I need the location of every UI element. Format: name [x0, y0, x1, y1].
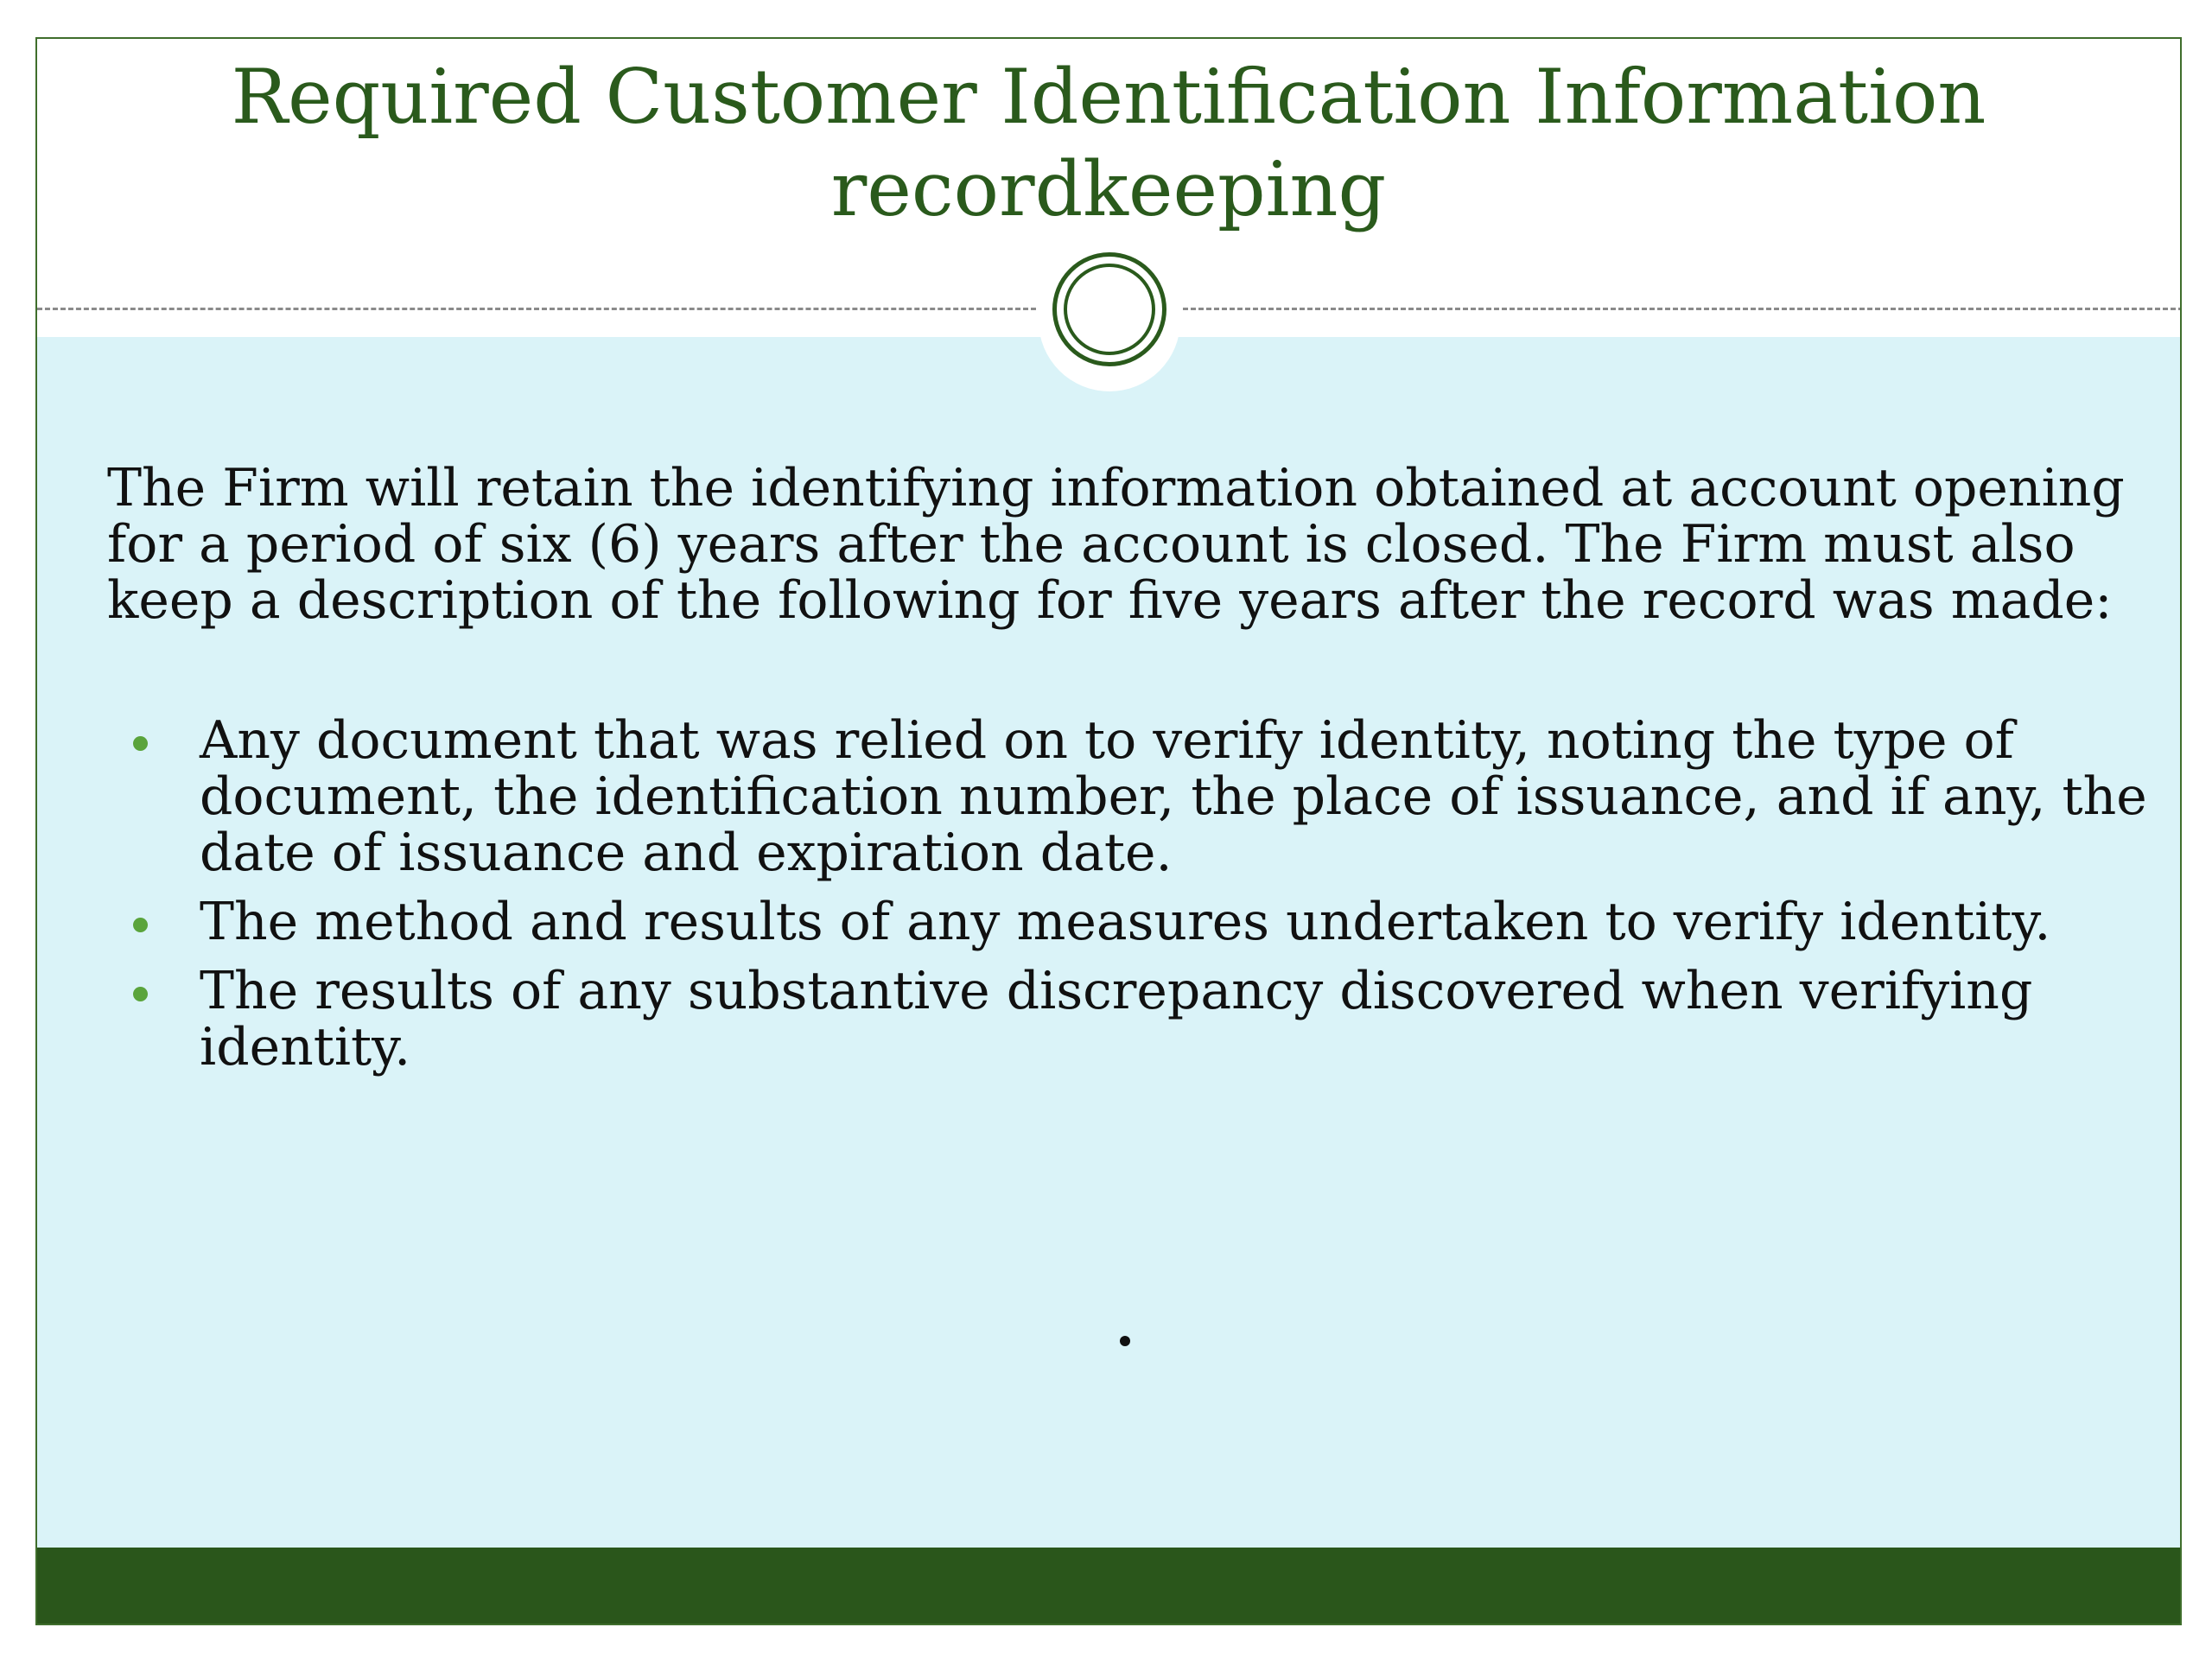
bullet-item: Any document that was relied on to verify identity, noting the type of document, the identification number, the place of issuance, and if any, the date of issuance and expiration date. — [107, 713, 2164, 881]
title-divider-left — [37, 308, 1036, 310]
slide-title-line-1: Required Customer Identification Information — [231, 53, 1986, 141]
slide-title — [37, 51, 2180, 236]
slide-title-line-2: recordkeeping — [830, 145, 1387, 233]
bullet-item: The results of any substantive discrepancy discovered when verifying identity. — [107, 963, 2164, 1076]
title-divider-right — [1183, 308, 2182, 310]
circle-ornament-icon — [1052, 252, 1166, 366]
slide — [35, 37, 2182, 1625]
footer-bar — [37, 1548, 2180, 1624]
bullet-list — [107, 710, 2164, 1089]
stray-dot — [1120, 1336, 1130, 1346]
intro-paragraph: The Firm will retain the identifying information obtained at account opening for a period of six (6) years after the account is closed. The Firm must also keep a description of the following for five years after the record was made: — [107, 458, 2125, 631]
bullet-item: The method and results of any measures undertaken to verify identity. — [107, 894, 2164, 950]
